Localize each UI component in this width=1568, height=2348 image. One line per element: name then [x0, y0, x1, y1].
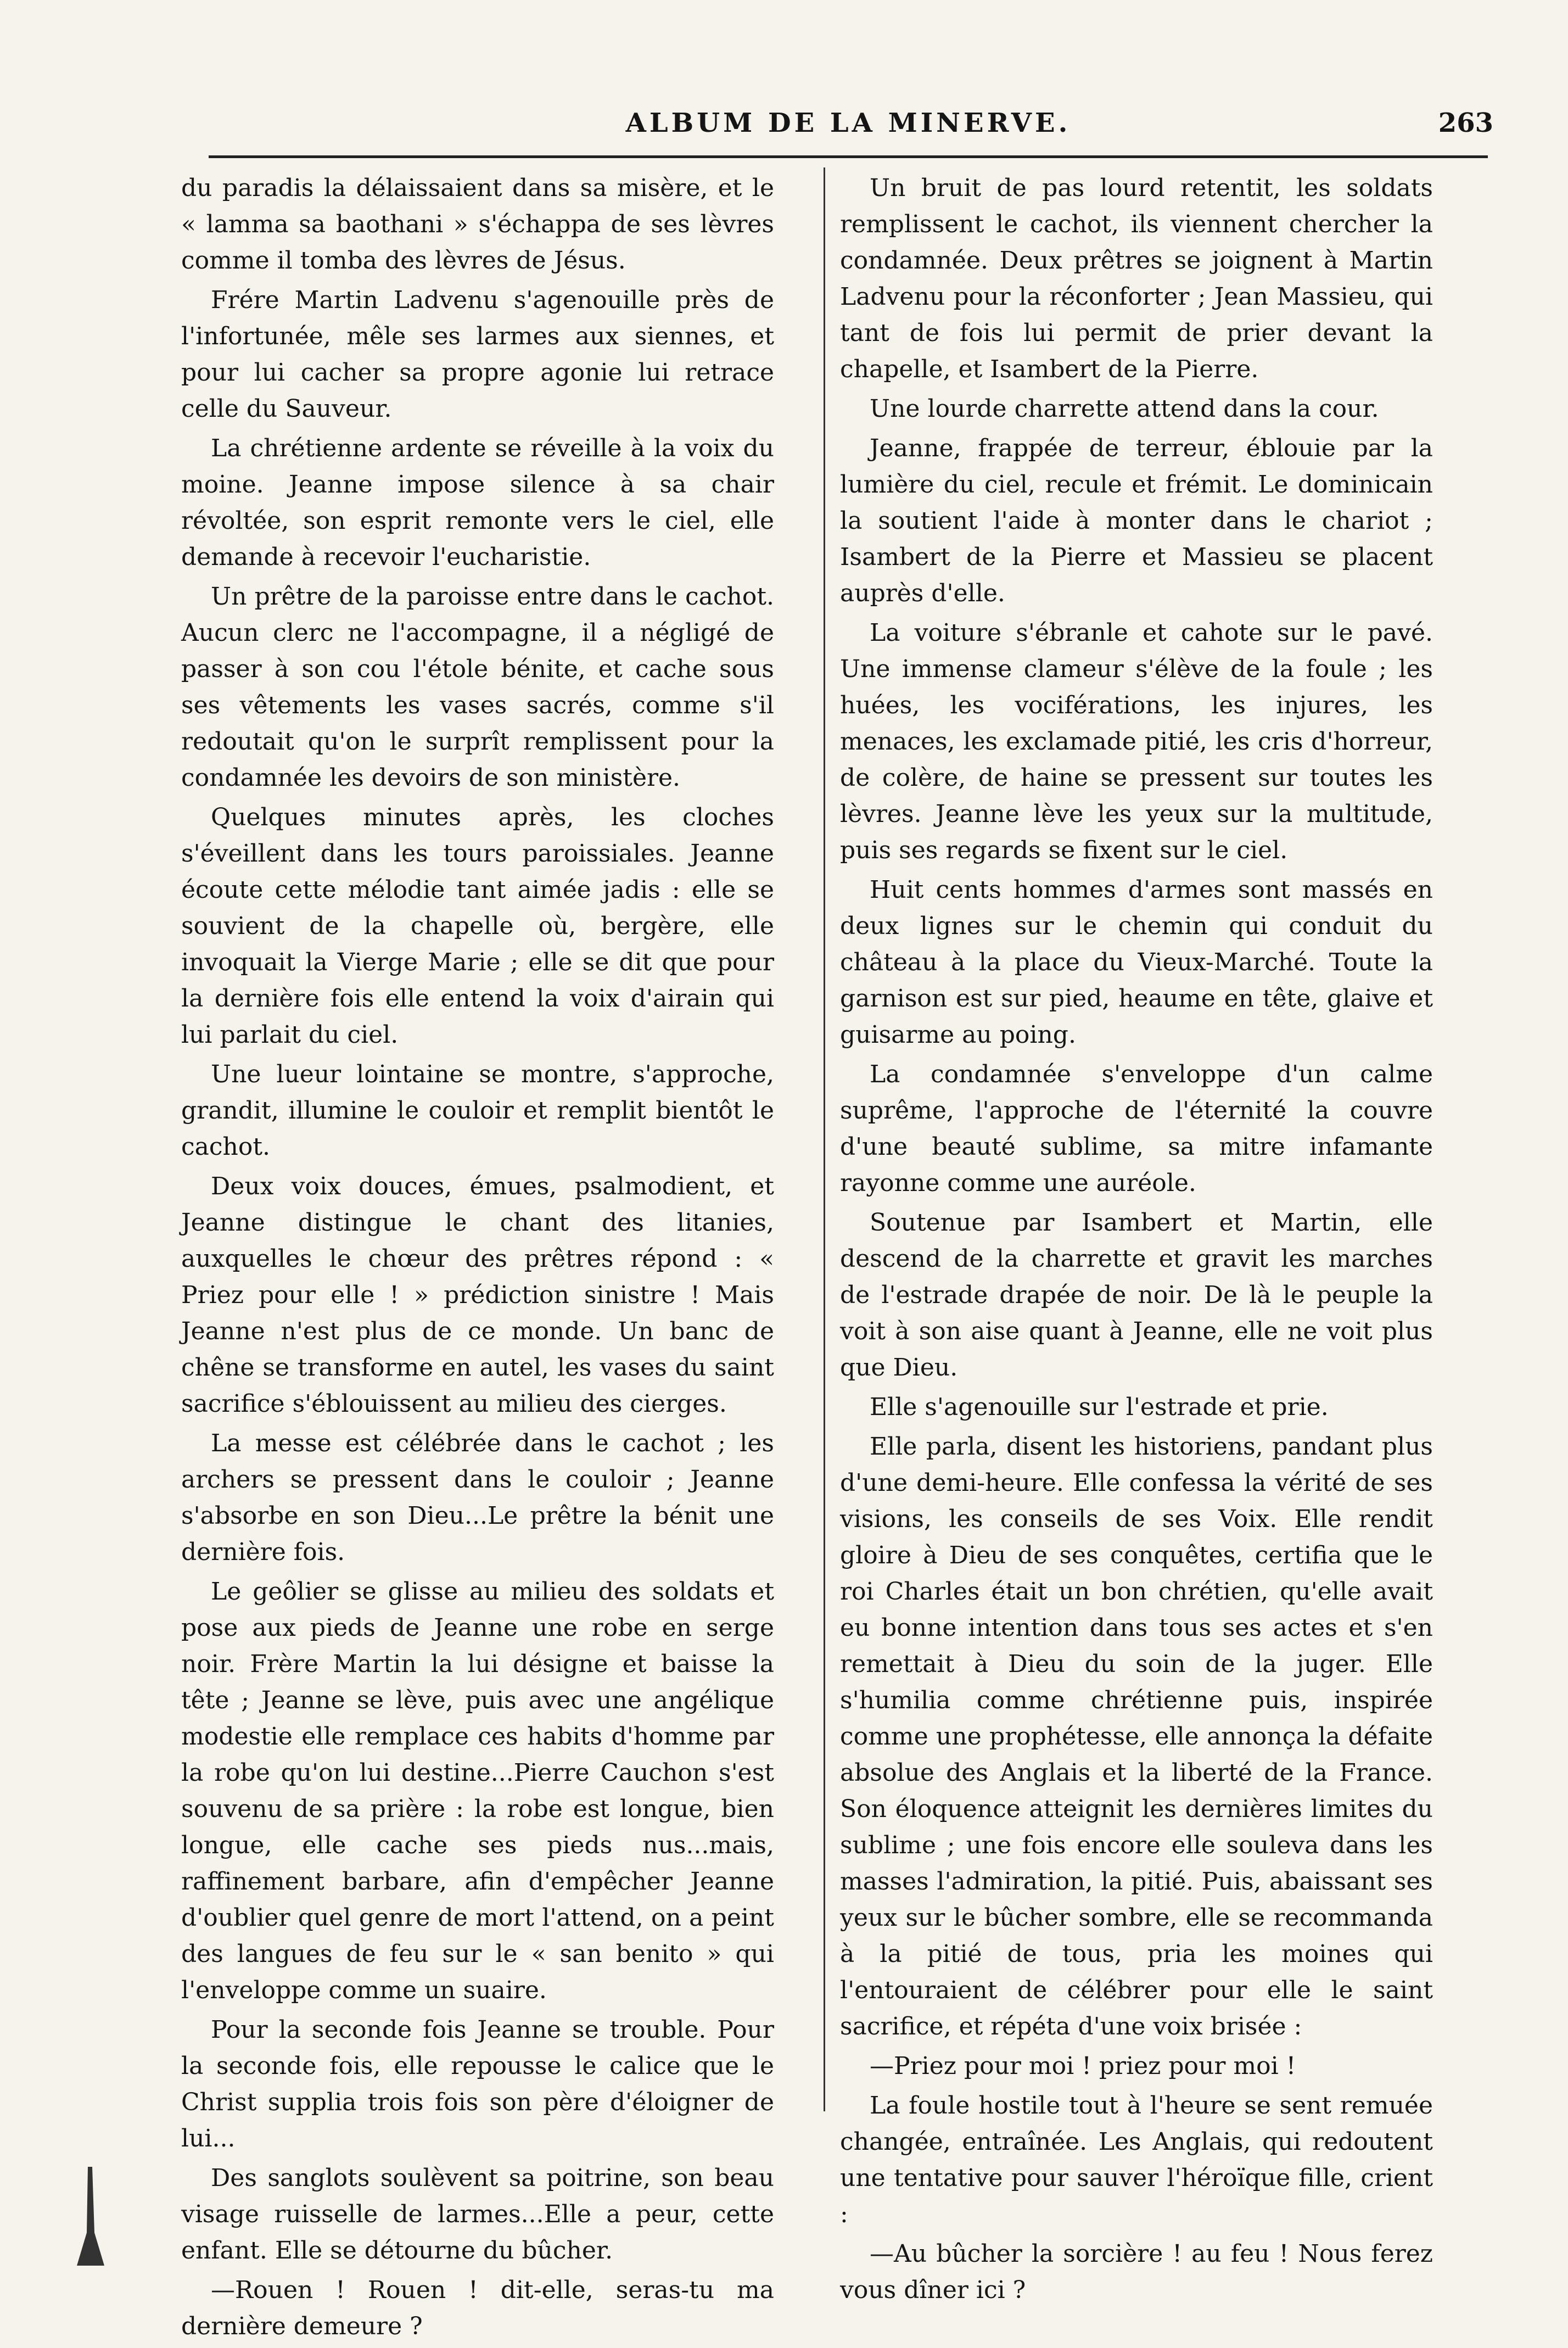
- paragraph: Huit cents hommes d'armes sont massés en deux lignes sur le chemin qui conduit du château à la place du Vieux-Marché. Toute la garnison est sur pied, heaume en tête, glaive et guisarme au poing.: [840, 876, 1433, 1049]
- page-number: 263: [1438, 108, 1493, 138]
- dialogue-line: —Au bûcher la sorcière ! au feu ! Nous ferez vous dîner ici ?: [840, 2240, 1433, 2304]
- dialogue-line: —Rouen ! Rouen ! dit-elle, seras-tu ma dernière demeure ?: [181, 2276, 774, 2340]
- paragraph: Une lourde charrette attend dans la cour.: [870, 395, 1379, 423]
- paragraph: Quelques minutes après, les cloches s'éveillent dans les tours paroissiales. Jeanne écoute cette mélodie tant aimée jadis : elle se souvient de la chapelle où, bergère, elle invoquait la Vierge Marie ; elle se dit que pour la dernière fois elle entend la voix d'airain qui lui parlait du ciel.: [181, 803, 774, 1049]
- header-rule: [209, 155, 1488, 158]
- column-divider: [824, 167, 825, 2111]
- paragraph: du paradis la délaissaient dans sa misère, et le « lamma sa baothani » s'échappa de ses lèvres comme il tomba des lèvres de Jésus.: [181, 174, 774, 275]
- paragraph: Une lueur lointaine se montre, s'approche, grandit, illumine le couloir et remplit bientôt le cachot.: [181, 1060, 774, 1161]
- running-header: [203, 108, 1493, 157]
- right-column: [840, 170, 1433, 2312]
- running-title: ALBUM DE LA MINERVE.: [625, 108, 1071, 138]
- paragraph: La voiture s'ébranle et cahote sur le pavé. Une immense clameur s'élève de la foule ; les huées, les vociférations, les injures, les menaces, les exclamade pitié, les cris d'horreur, de colère, de haine se pressent sur toutes les lèvres. Jeanne lève les yeux sur la multitude, puis ses regards se fixent sur le ciel.: [840, 619, 1433, 864]
- paragraph: Frére Martin Ladvenu s'agenouille près de l'infortunée, mêle ses larmes aux siennes, et pour lui cacher sa propre agonie lui retrace celle du Sauveur.: [181, 286, 774, 423]
- paragraph: La foule hostile tout à l'heure se sent remuée changée, entraînée. Les Anglais, qui redoutent une tentative pour sauver l'héroïque fille, crient :: [840, 2092, 1433, 2228]
- left-column: [181, 170, 774, 2348]
- paragraph: La condamnée s'enveloppe d'un calme suprême, l'approche de l'éternité la couvre d'une beauté sublime, sa mitre infamante rayonne comme une auréole.: [840, 1060, 1433, 1197]
- paragraph: Jeanne, frappée de terreur, éblouie par la lumière du ciel, recule et frémit. Le dominicain la soutient l'aide à monter dans le chariot ; Isambert de la Pierre et Massieu se placent auprès d'elle.: [840, 434, 1433, 607]
- paragraph: La messe est célébrée dans le cachot ; les archers se pressent dans le couloir ; Jeanne s'absorbe en son Dieu...Le prêtre la bénit une dernière fois.: [181, 1429, 774, 1566]
- paragraph: Des sanglots soulèvent sa poitrine, son beau visage ruisselle de larmes...Elle a peur, cette enfant. Elle se détourne du bûcher.: [181, 2164, 774, 2265]
- paragraph: Elle s'agenouille sur l'estrade et prie.: [870, 1393, 1329, 1421]
- paragraph: Pour la seconde fois Jeanne se trouble. Pour la seconde fois, elle repousse le calice que le Christ supplia trois fois son père d'éloigner de lui...: [181, 2016, 774, 2153]
- dialogue-line: —Priez pour moi ! priez pour moi !: [870, 2052, 1296, 2080]
- paragraph: Un bruit de pas lourd retentit, les soldats remplissent le cachot, ils viennent chercher la condamnée. Deux prêtres se joignent à Martin Ladvenu pour la réconforter ; Jean Massieu, qui tant de fois lui permit de prier devant la chapelle, et Isambert de la Pierre.: [840, 174, 1433, 383]
- paragraph: Le geôlier se glisse au milieu des soldats et pose aux pieds de Jeanne une robe en serge noir. Frère Martin la lui désigne et baisse la tête ; Jeanne se lève, puis avec une angélique modestie elle remplace ces habits d'homme par la robe qu'on lui destine...Pierre Cauchon s'est souvenu de sa prière : la robe est longue, bien longue, elle cache ses pieds nus...mais, raffinement barbare, afin d'empêcher Jeanne d'oublier quel genre de mort l'attend, on a peint des langues de feu sur le « san benito » qui l'enveloppe comme un suaire.: [181, 1578, 774, 2004]
- paragraph: Soutenue par Isambert et Martin, elle descend de la charrette et gravit les marches de l'estrade drapée de noir. De là le peuple la voit à son aise quant à Jeanne, elle ne voit plus que Dieu.: [840, 1209, 1433, 1382]
- paragraph: Elle parla, disent les historiens, pandant plus d'une demi-heure. Elle confessa la vérité de ses visions, les conseils de ses Voix. Elle rendit gloire à Dieu de ses conquêtes, certifia que le roi Charles était un bon chrétien, qu'elle avait eu bonne intention dans tous ses actes et s'en remettait à Dieu du soin de la juger. Elle s'humilia comme chrétienne puis, inspirée comme une prophétesse, elle annonça la défaite absolue des Anglais et la liberté de la France. Son éloquence atteignit les dernières limites du sublime ; une fois encore elle souleva dans les masses l'admiration, la pitié. Puis, abaissant ses yeux sur le bûcher sombre, elle se recommanda à la pitié de tous, pria les moines qui l'entouraient de célébrer pour elle le saint sacrifice, et répéta d'une voix brisée :: [840, 1433, 1433, 2040]
- paragraph: Deux voix douces, émues, psalmodient, et Jeanne distingue le chant des litanies, auxquelles le chœur des prêtres répond : « Priez pour elle ! » prédiction sinistre ! Mais Jeanne n'est plus de ce monde. Un banc de chêne se transforme en autel, les vases du saint sacrifice s'éblouissent au milieu des cierges.: [181, 1172, 774, 1418]
- paragraph: La chrétienne ardente se réveille à la voix du moine. Jeanne impose silence à sa chair révoltée, son esprit remonte vers le ciel, elle demande à recevoir l'eucharistie.: [181, 434, 774, 571]
- paragraph: Un prêtre de la paroisse entre dans le cachot. Aucun clerc ne l'accompagne, il a négligé de passer à son cou l'étole bénite, et cache sous ses vêtements les vases sacrés, comme s'il redoutait qu'on le surprît remplissent pour la condamnée les devoirs de son ministère.: [181, 583, 774, 792]
- binding-edge-mark: [66, 2167, 115, 2266]
